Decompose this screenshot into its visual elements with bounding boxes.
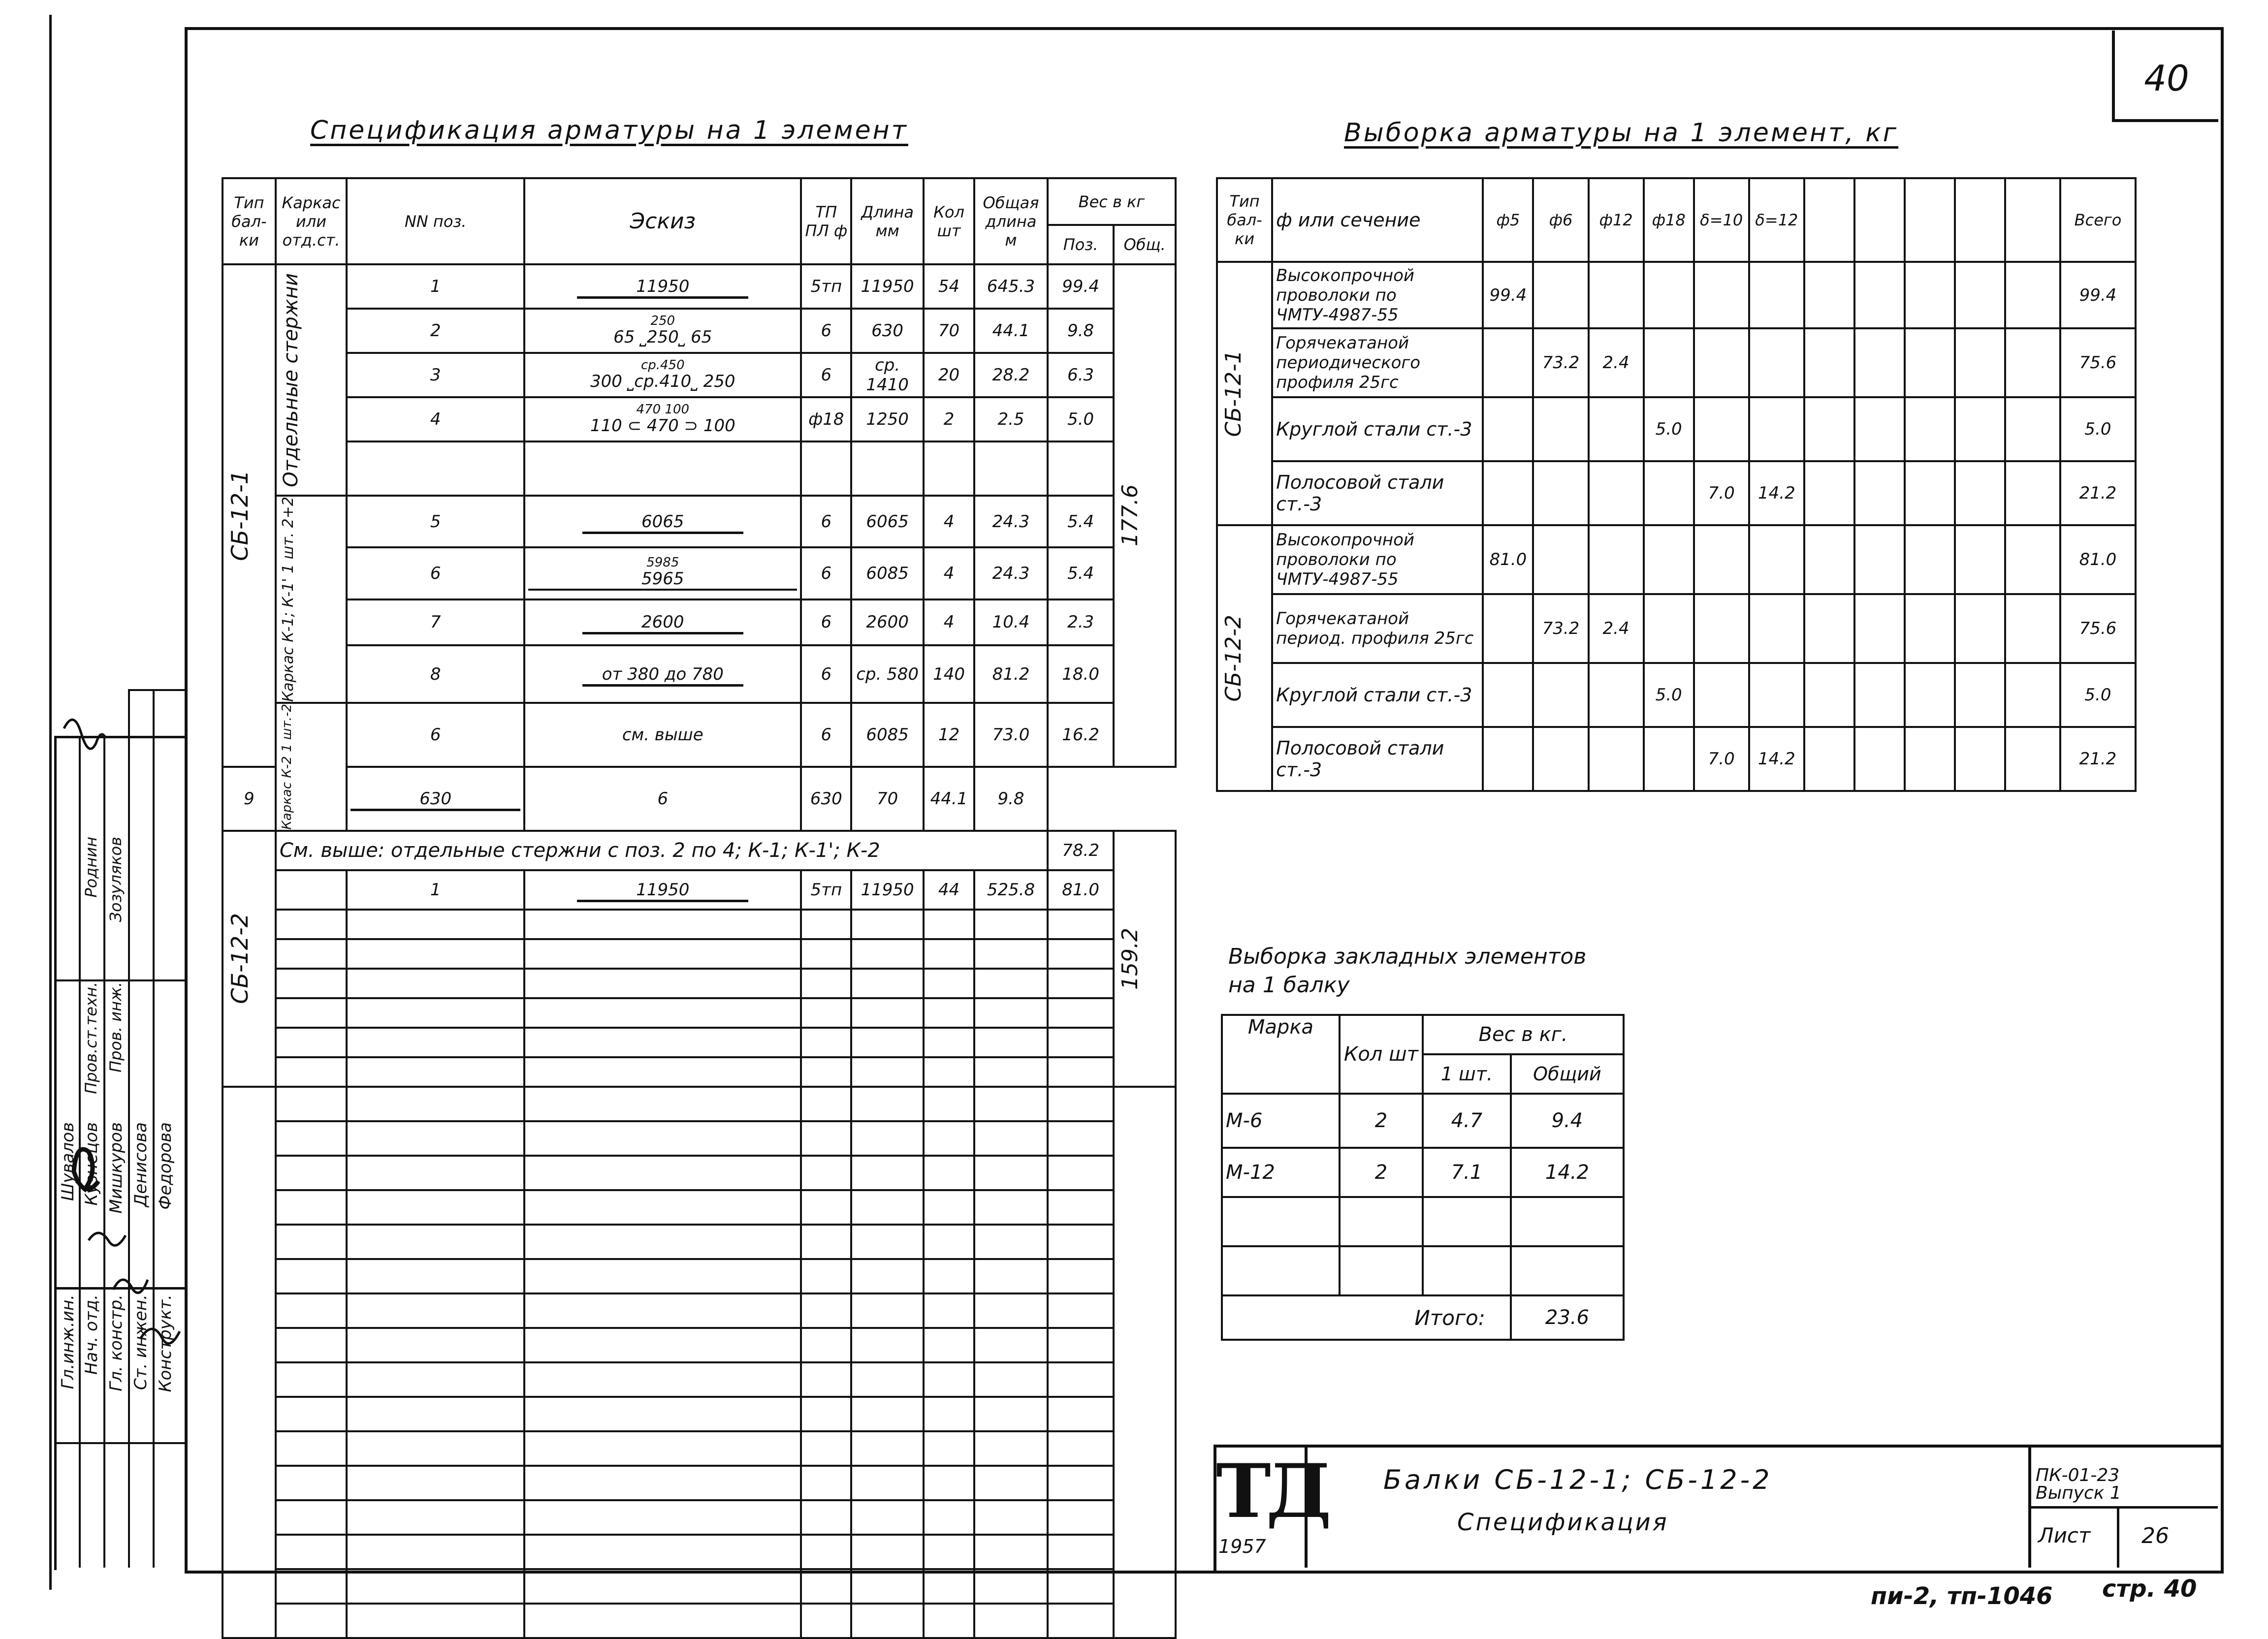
sel-name: Горячекатаной период. профиля 25гс — [1272, 594, 1483, 663]
weight-cell: 2.3 — [1048, 599, 1114, 646]
sketch-cell — [347, 767, 524, 831]
qty-cell: 140 — [924, 645, 974, 703]
sel-all: 81.0 — [2060, 525, 2136, 594]
embed-h-mark: Марка — [1222, 1015, 1340, 1094]
sel-f5 — [1483, 594, 1533, 663]
length-cell: 11950 — [851, 264, 924, 309]
sel-f18 — [1644, 262, 1694, 328]
pos-cell: 3 — [347, 353, 524, 397]
sel-name: Высокопрочной проволоки по ЧМТУ-4987-55 — [1272, 262, 1483, 328]
sel-d12 — [1749, 262, 1804, 328]
sketch-cell — [524, 264, 801, 309]
h-frame: Каркас или отд.ст. — [276, 178, 347, 264]
sel-h-f18: ф18 — [1644, 178, 1694, 262]
stamp-year: 1957 — [1218, 1536, 1266, 1557]
sel-d12 — [1749, 328, 1804, 397]
h-total-length: Общая длина м — [974, 178, 1048, 264]
weight-cell: 99.4 — [1048, 264, 1114, 309]
sketch-sub: ср.450 — [640, 358, 685, 373]
diam-cell: 6 — [801, 309, 851, 353]
table-row — [223, 645, 1176, 703]
role-1: Гл.инж.ин. — [58, 1294, 78, 1389]
sketch-sub: 250 — [650, 314, 675, 328]
sketch-cell — [524, 353, 801, 397]
sel-f6 — [1533, 727, 1588, 791]
note-value: 78.2 — [1048, 831, 1114, 870]
table-row — [223, 353, 1176, 397]
selection-title: Выборка арматуры на 1 элемент, кг — [1344, 118, 1899, 148]
table-row — [223, 397, 1176, 441]
stamp-sheet-label: Лист — [2038, 1523, 2091, 1547]
weight-cell: 5.4 — [1048, 496, 1114, 547]
total-length-cell: 2.5 — [974, 397, 1048, 441]
table-row — [1217, 727, 2136, 791]
length-cell: 11950 — [851, 870, 924, 910]
embed-total-value: 23.6 — [1511, 1295, 1624, 1340]
table-row — [223, 767, 1176, 831]
role-3: Гл. констр. — [106, 1294, 126, 1391]
sel-f6 — [1533, 525, 1588, 594]
embed-mark: М-6 — [1222, 1094, 1340, 1148]
sel-d10 — [1694, 328, 1749, 397]
note-row: См. выше: отдельные стержни с поз. 2 по 4; К-1; К-1'; К-2 — [276, 831, 1048, 870]
table-row — [1217, 663, 2136, 727]
sel-type-1: СБ-12-1 — [1221, 350, 1246, 437]
pos-cell: 9 — [223, 767, 276, 831]
sel-f18 — [1644, 727, 1694, 791]
sketch-label: 2600 — [582, 612, 743, 634]
length-cell: 6065 — [851, 496, 924, 547]
group-separate: Отдельные стержни — [279, 273, 302, 487]
embed-qty: 2 — [1340, 1094, 1423, 1148]
total-length-cell: 525.8 — [974, 870, 1048, 910]
h-qty: Кол шт — [924, 178, 974, 264]
sketch-cell — [524, 397, 801, 441]
h-length: Длина мм — [851, 178, 924, 264]
table-row — [1217, 328, 2136, 397]
length-cell: 1250 — [851, 397, 924, 441]
pos-cell: 1 — [347, 870, 524, 910]
pos-cell: 2 — [347, 309, 524, 353]
beam-type-1: СБ-12-1 — [226, 470, 253, 561]
name-5: Федорова — [156, 1122, 175, 1210]
length-cell: 630 — [851, 309, 924, 353]
diam-cell: 6 — [801, 703, 851, 767]
qty-cell: 4 — [924, 599, 974, 646]
length-cell: 6085 — [851, 703, 924, 767]
spec-title: Спецификация арматуры на 1 элемент — [310, 116, 908, 145]
table-row — [223, 264, 1176, 309]
weight-cell: 9.8 — [974, 767, 1048, 831]
table-row — [223, 547, 1176, 599]
h-weight-pos: Поз. — [1048, 225, 1114, 264]
role-4: Ст. инжен. — [131, 1294, 151, 1390]
table-row — [1217, 594, 2136, 663]
sketch-label: 630 — [351, 789, 520, 811]
diam-cell: ф18 — [801, 397, 851, 441]
table-row — [1222, 1094, 1624, 1148]
group-k2: Каркас К-2 1 шт.-2 — [279, 704, 294, 830]
total-length-cell: 645.3 — [974, 264, 1048, 309]
embed-h-total: Общий — [1511, 1054, 1624, 1094]
sel-f5 — [1483, 461, 1533, 525]
sketch-label: 11950 — [577, 880, 748, 902]
sel-all: 99.4 — [2060, 262, 2136, 328]
sheet-number-box — [2112, 31, 2218, 122]
sketch-label: 5965 — [528, 569, 797, 591]
sel-name: Полосовой стали ст.-3 — [1272, 461, 1483, 525]
sketch-label: 110 ⊂ 470 ⊃ 100 — [590, 416, 735, 436]
h-pos: NN поз. — [347, 178, 524, 264]
sel-f12 — [1589, 525, 1644, 594]
sel-d12 — [1749, 397, 1804, 461]
name-3: Мишкуров — [106, 1122, 126, 1214]
stamp-title-2: Спецификация — [1457, 1509, 1669, 1536]
h-sketch: Эскиз — [524, 178, 801, 264]
role2-1: Пров.ст.техн. — [82, 982, 100, 1094]
sel-name: Круглой стали ст.-3 — [1272, 397, 1483, 461]
total-weight-2: 159.2 — [1118, 927, 1143, 990]
embed-h-weight: Вес в кг. — [1423, 1015, 1624, 1054]
sel-d12: 14.2 — [1749, 461, 1804, 525]
sketch-cell — [524, 870, 801, 910]
sel-d10 — [1694, 397, 1749, 461]
qty-cell: 4 — [924, 496, 974, 547]
stamp-sheet-value: 26 — [2141, 1523, 2169, 1548]
sel-name: Высокопрочной проволоки по ЧМТУ-4987-55 — [1272, 525, 1483, 594]
selection-table — [1216, 177, 2137, 792]
sel-d12 — [1749, 525, 1804, 594]
diam-cell: 6 — [801, 599, 851, 646]
name-4: Денисова — [131, 1122, 151, 1207]
sel-f12 — [1589, 727, 1644, 791]
sel-f12 — [1589, 461, 1644, 525]
diam-cell: 6 — [524, 767, 801, 831]
total-length-cell: 24.3 — [974, 547, 1048, 599]
qty-cell: 20 — [924, 353, 974, 397]
qty-cell: 2 — [924, 397, 974, 441]
embed-h-qty: Кол шт — [1340, 1015, 1423, 1094]
sel-d10 — [1694, 525, 1749, 594]
total-length-cell: 44.1 — [974, 309, 1048, 353]
td-logo: ТД — [1216, 1448, 1327, 1535]
table-row — [1222, 1148, 1624, 1197]
length-cell: 2600 — [851, 599, 924, 646]
h-type: Тип бал-ки — [223, 178, 276, 264]
sel-d10 — [1694, 663, 1749, 727]
diam-cell: 6 — [801, 547, 851, 599]
sel-all: 21.2 — [2060, 727, 2136, 791]
group-k1: Каркас К-1; К-1' 1 шт. 2+2 — [279, 497, 297, 702]
sheet-number: 40 — [2144, 58, 2189, 99]
table-row — [1217, 262, 2136, 328]
sel-h-total: Всего — [2060, 178, 2136, 262]
sel-h-f5: ф5 — [1483, 178, 1533, 262]
name2-2: Зозуляков — [106, 837, 125, 922]
table-row — [1217, 397, 2136, 461]
role2-2: Пров. инж. — [106, 982, 125, 1072]
qty-cell: 70 — [851, 767, 924, 831]
pos-cell: 5 — [347, 496, 524, 547]
sel-f5 — [1483, 397, 1533, 461]
embed-piece: 4.7 — [1423, 1094, 1511, 1148]
qty-cell: 44 — [924, 870, 974, 910]
pos-cell: 4 — [347, 397, 524, 441]
pos-cell: 8 — [347, 645, 524, 703]
sel-h-f6: ф6 — [1533, 178, 1588, 262]
sel-h-section: ф или сечение — [1272, 178, 1483, 262]
sel-d10 — [1694, 262, 1749, 328]
sel-f5: 81.0 — [1483, 525, 1533, 594]
total-length-cell: 44.1 — [924, 767, 974, 831]
sel-h-type: Тип бал-ки — [1217, 178, 1272, 262]
h-weight: Вес в кг — [1048, 178, 1176, 225]
table-row — [1217, 461, 2136, 525]
table-row — [223, 703, 1176, 767]
total-length-cell: 73.0 — [974, 703, 1048, 767]
embed-total: 14.2 — [1511, 1148, 1624, 1197]
sel-f5 — [1483, 328, 1533, 397]
beam-type-2: СБ-12-2 — [226, 913, 253, 1005]
table-row — [223, 496, 1176, 547]
pos-cell: 1 — [347, 264, 524, 309]
sel-f12 — [1589, 663, 1644, 727]
length-cell: ср. 1410 — [851, 353, 924, 397]
sel-f12 — [1589, 262, 1644, 328]
embed-table — [1221, 1014, 1625, 1341]
qty-cell: 12 — [924, 703, 974, 767]
footer-code: пи-2, тп-1046 — [1871, 1582, 2053, 1610]
sketch-label: от 380 до 780 — [582, 664, 743, 687]
sketch-cell — [524, 645, 801, 703]
sel-d12: 14.2 — [1749, 727, 1804, 791]
sel-f5: 99.4 — [1483, 262, 1533, 328]
sel-f18: 5.0 — [1644, 663, 1694, 727]
sketch-cell: см. выше — [524, 703, 801, 767]
sketch-cell — [524, 547, 801, 599]
sel-f18 — [1644, 461, 1694, 525]
embed-h-piece: 1 шт. — [1423, 1054, 1511, 1094]
weight-cell: 9.8 — [1048, 309, 1114, 353]
sel-all: 5.0 — [2060, 663, 2136, 727]
sel-name: Горячекатаной периодического профиля 25гс — [1272, 328, 1483, 397]
weight-cell: 5.4 — [1048, 547, 1114, 599]
length-cell: ср. 580 — [851, 645, 924, 703]
weight-cell: 18.0 — [1048, 645, 1114, 703]
sketch-label: 65 ⎵250⎵ 65 — [613, 327, 712, 347]
name2-1: Роднин — [82, 837, 100, 898]
sel-d10 — [1694, 594, 1749, 663]
sel-f5 — [1483, 663, 1533, 727]
sel-all: 21.2 — [2060, 461, 2136, 525]
length-cell: 6085 — [851, 547, 924, 599]
sel-d12 — [1749, 663, 1804, 727]
sketch-cell — [524, 599, 801, 646]
sel-name: Полосовой стали ст.-3 — [1272, 727, 1483, 791]
sel-h-d12: δ=12 — [1749, 178, 1804, 262]
stamp-series: ПК-01-23 Выпуск 1 — [2036, 1465, 2121, 1503]
sel-f6: 73.2 — [1533, 328, 1588, 397]
sketch-sub: 5985 — [646, 555, 679, 570]
sel-f5 — [1483, 727, 1533, 791]
weight-cell: 6.3 — [1048, 353, 1114, 397]
stamp-title-1: Балки СБ-12-1; СБ-12-2 — [1383, 1464, 1773, 1495]
diam-cell: 5тп — [801, 870, 851, 910]
embed-mark: М-12 — [1222, 1148, 1340, 1197]
binding-line — [49, 15, 52, 1590]
total-length-cell: 10.4 — [974, 599, 1048, 646]
embed-piece: 7.1 — [1423, 1148, 1511, 1197]
embed-total-label: Итого: — [1222, 1295, 1511, 1340]
sketch-cell — [524, 496, 801, 547]
signatures-image — [54, 699, 187, 1437]
sel-h-d10: δ=10 — [1694, 178, 1749, 262]
table-row — [223, 870, 1176, 910]
sel-f6: 73.2 — [1533, 594, 1588, 663]
pos-cell: 7 — [347, 599, 524, 646]
role-2: Нач. отд. — [82, 1294, 101, 1375]
sel-f12 — [1589, 397, 1644, 461]
sel-f6 — [1533, 262, 1588, 328]
sel-all: 5.0 — [2060, 397, 2136, 461]
total-weight-1: 177.6 — [1118, 484, 1143, 547]
sel-f12: 2.4 — [1589, 328, 1644, 397]
sel-all: 75.6 — [2060, 594, 2136, 663]
diam-cell: 6 — [801, 353, 851, 397]
embed-total: 9.4 — [1511, 1094, 1624, 1148]
pos-cell: 6 — [347, 703, 524, 767]
total-length-cell: 81.2 — [974, 645, 1048, 703]
diam-cell: 6 — [801, 645, 851, 703]
sel-f12: 2.4 — [1589, 594, 1644, 663]
table-row — [223, 831, 1176, 870]
embed-qty: 2 — [1340, 1148, 1423, 1197]
sel-f18: 5.0 — [1644, 397, 1694, 461]
sketch-cell — [524, 309, 801, 353]
table-row — [223, 441, 1176, 496]
table-row — [1217, 525, 2136, 594]
spec-table — [222, 177, 1177, 1639]
name-1: Шувалов — [58, 1122, 78, 1201]
sel-d10: 7.0 — [1694, 727, 1749, 791]
sketch-label: 11950 — [577, 277, 748, 299]
sel-h-f12: ф12 — [1589, 178, 1644, 262]
sel-name: Круглой стали ст.-3 — [1272, 663, 1483, 727]
sel-all: 75.6 — [2060, 328, 2136, 397]
h-weight-total: Общ. — [1114, 225, 1176, 264]
name-2: Кузнецов — [82, 1122, 101, 1206]
weight-cell: 5.0 — [1048, 397, 1114, 441]
sketch-sub: 470 100 — [636, 402, 690, 417]
sel-f18 — [1644, 525, 1694, 594]
sel-type-2: СБ-12-2 — [1221, 614, 1246, 702]
qty-cell: 70 — [924, 309, 974, 353]
table-row — [223, 599, 1176, 646]
sel-f6 — [1533, 461, 1588, 525]
embed-title: Выборка закладных элементов на 1 балку — [1228, 944, 1587, 998]
weight-cell: 16.2 — [1048, 703, 1114, 767]
sel-f18 — [1644, 594, 1694, 663]
qty-cell: 54 — [924, 264, 974, 309]
qty-cell: 4 — [924, 547, 974, 599]
diam-cell: 6 — [801, 496, 851, 547]
length-cell: 630 — [801, 767, 851, 831]
weight-cell: 81.0 — [1048, 870, 1114, 910]
h-diam: ТП ПЛ ф — [801, 178, 851, 264]
sel-f6 — [1533, 663, 1588, 727]
table-row — [223, 309, 1176, 353]
sel-d12 — [1749, 594, 1804, 663]
page-ref: стр. 40 — [2102, 1575, 2197, 1603]
sel-f6 — [1533, 397, 1588, 461]
sketch-label: 300 ⎵ср.410⎵ 250 — [590, 372, 735, 391]
total-length-cell: 24.3 — [974, 496, 1048, 547]
sel-d10: 7.0 — [1694, 461, 1749, 525]
pos-cell: 6 — [347, 547, 524, 599]
total-length-cell: 28.2 — [974, 353, 1048, 397]
role-5: Конструкт. — [156, 1294, 175, 1392]
diam-cell: 5тп — [801, 264, 851, 309]
sel-f18 — [1644, 328, 1694, 397]
sketch-label: 6065 — [582, 512, 743, 534]
